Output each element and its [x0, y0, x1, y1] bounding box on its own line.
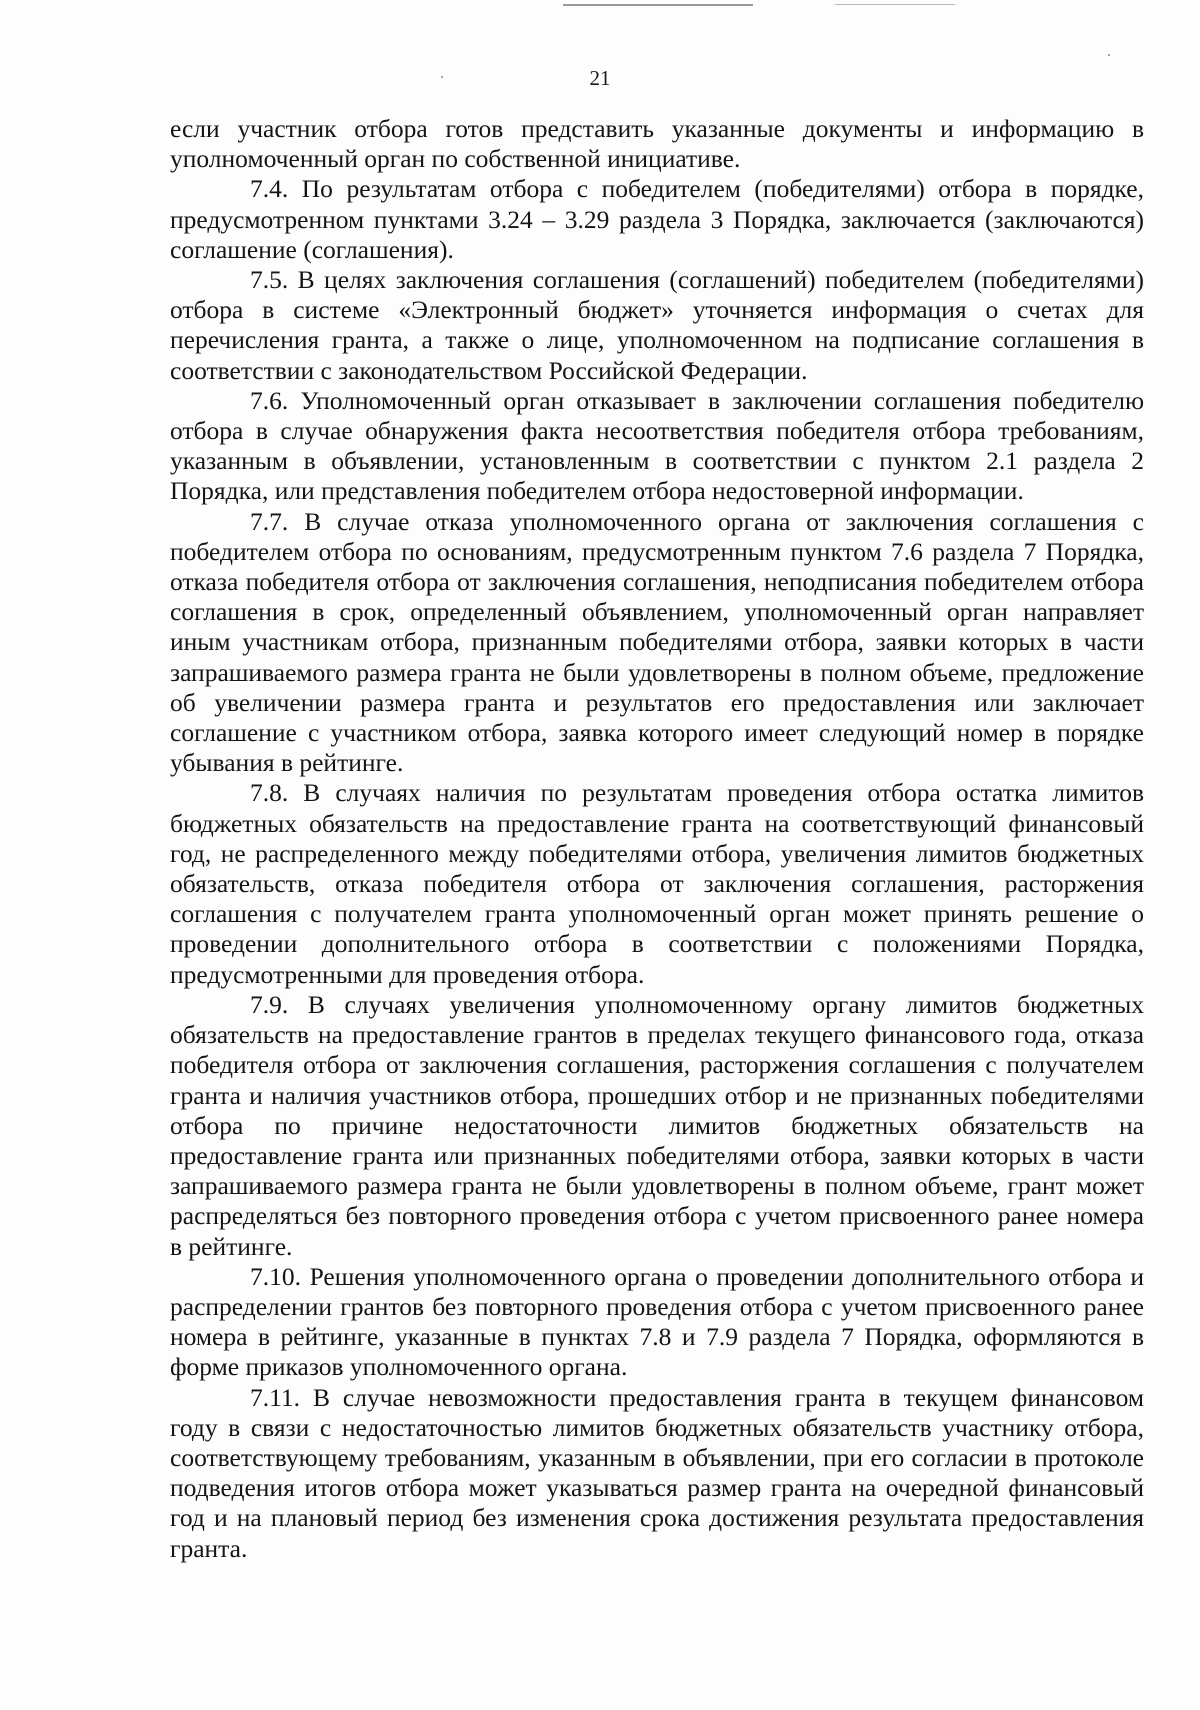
scan-artifact-line	[835, 4, 955, 5]
paragraph-continuation: если участник отбора готов представить указанные документы и информацию в уполномоченный орган по собственной инициативе.	[170, 114, 1144, 174]
page-number: 21	[589, 66, 611, 90]
scan-artifact-line	[563, 4, 753, 6]
paragraph-7-5: 7.5. В целях заключения соглашения (соглашений) победителем (победителями) отбора в системе «Электронный бюджет» уточняется информация о счетах для перечисления гранта, а также о лице, уполномоченном на подписание соглашения в соответствии с законодательством Российской Федерации.	[170, 265, 1144, 385]
paragraph-7-6: 7.6. Уполномоченный орган отказывает в заключении соглашения победителю отбора в случае обнаружения факта несоответствия победителя отбора требованиям, указанным в объявлении, установленным в соответствии с пунктом 2.1 раздела 2 Порядка, или представления победителем отбора недостоверной информации.	[170, 385, 1144, 506]
paragraph-7-11: 7.11. В случае невозможности предоставления гранта в текущем финансовом году в связи с недостаточностью лимитов бюджетных обязательств участнику отбора, соответствующему требованиям, указанным в объявлении, при его согласии в протоколе подведения итогов отбора может указываться размер гранта на очередной финансовый год и на плановый период без изменения срока достижения результата предоставления гранта.	[170, 1382, 1144, 1563]
paragraph-7-9: 7.9. В случаях увеличения уполномоченному органу лимитов бюджетных обязательств на предоставление грантов в пределах текущего финансового года, отказа победителя отбора от заключения соглашения, расторжения соглашения с получателем гранта и наличия участников отбора, прошедших отбор и не признанных победителями отбора по причине недостаточности лимитов бюджетных обязательств на предоставление гранта или признанных победителями отбора, заявки которых в части запрашиваемого размера гранта не были удовлетворены в полном объеме, грант может распределяться без повторного проведения отбора с учетом присвоенного ранее номера в рейтинге.	[170, 989, 1144, 1261]
paragraph-7-4: 7.4. По результатам отбора с победителем (победителями) отбора в порядке, предусмотренном пунктами 3.24 – 3.29 раздела 3 Порядка, заключается (заключаются) соглашение (соглашения).	[170, 174, 1144, 264]
paragraph-7-10: 7.10. Решения уполномоченного органа о проведении дополнительного отбора и распределении грантов без повторного проведения отбора с учетом присвоенного ранее номера в рейтинге, указанные в пунктах 7.8 и 7.9 раздела 7 Порядка, оформляются в форме приказов уполномоченного органа.	[170, 1261, 1144, 1382]
paragraph-7-8: 7.8. В случаях наличия по результатам проведения отбора остатка лимитов бюджетных обязательств на предоставление гранта на соответствующий финансовый год, не распределенного между победителями отбора, увеличения лимитов бюджетных обязательств, отказа победителя отбора от заключения соглашения, расторжения соглашения с получателем гранта уполномоченный орган может принять решение о проведении дополнительного отбора в соответствии с положениями Порядка, предусмотренными для проведения отбора.	[170, 778, 1144, 989]
scan-speck	[1108, 54, 1110, 56]
document-body	[170, 114, 1144, 1564]
paragraph-7-7: 7.7. В случае отказа уполномоченного органа от заключения соглашения с победителем отбора по основаниям, предусмотренным пунктом 7.6 раздела 7 Порядка, отказа победителя отбора от заключения соглашения, неподписания победителем отбора соглашения в срок, определенный объявлением, уполномоченный орган направляет иным участникам отбора, признанным победителями отбора, заявки которых в части запрашиваемого размера гранта не были удовлетворены в полном объеме, предложение об увеличении размера гранта и результатов его предоставления или заключает соглашение с участником отбора, заявка которого имеет следующий номер в порядке убывания в рейтинге.	[170, 506, 1144, 778]
